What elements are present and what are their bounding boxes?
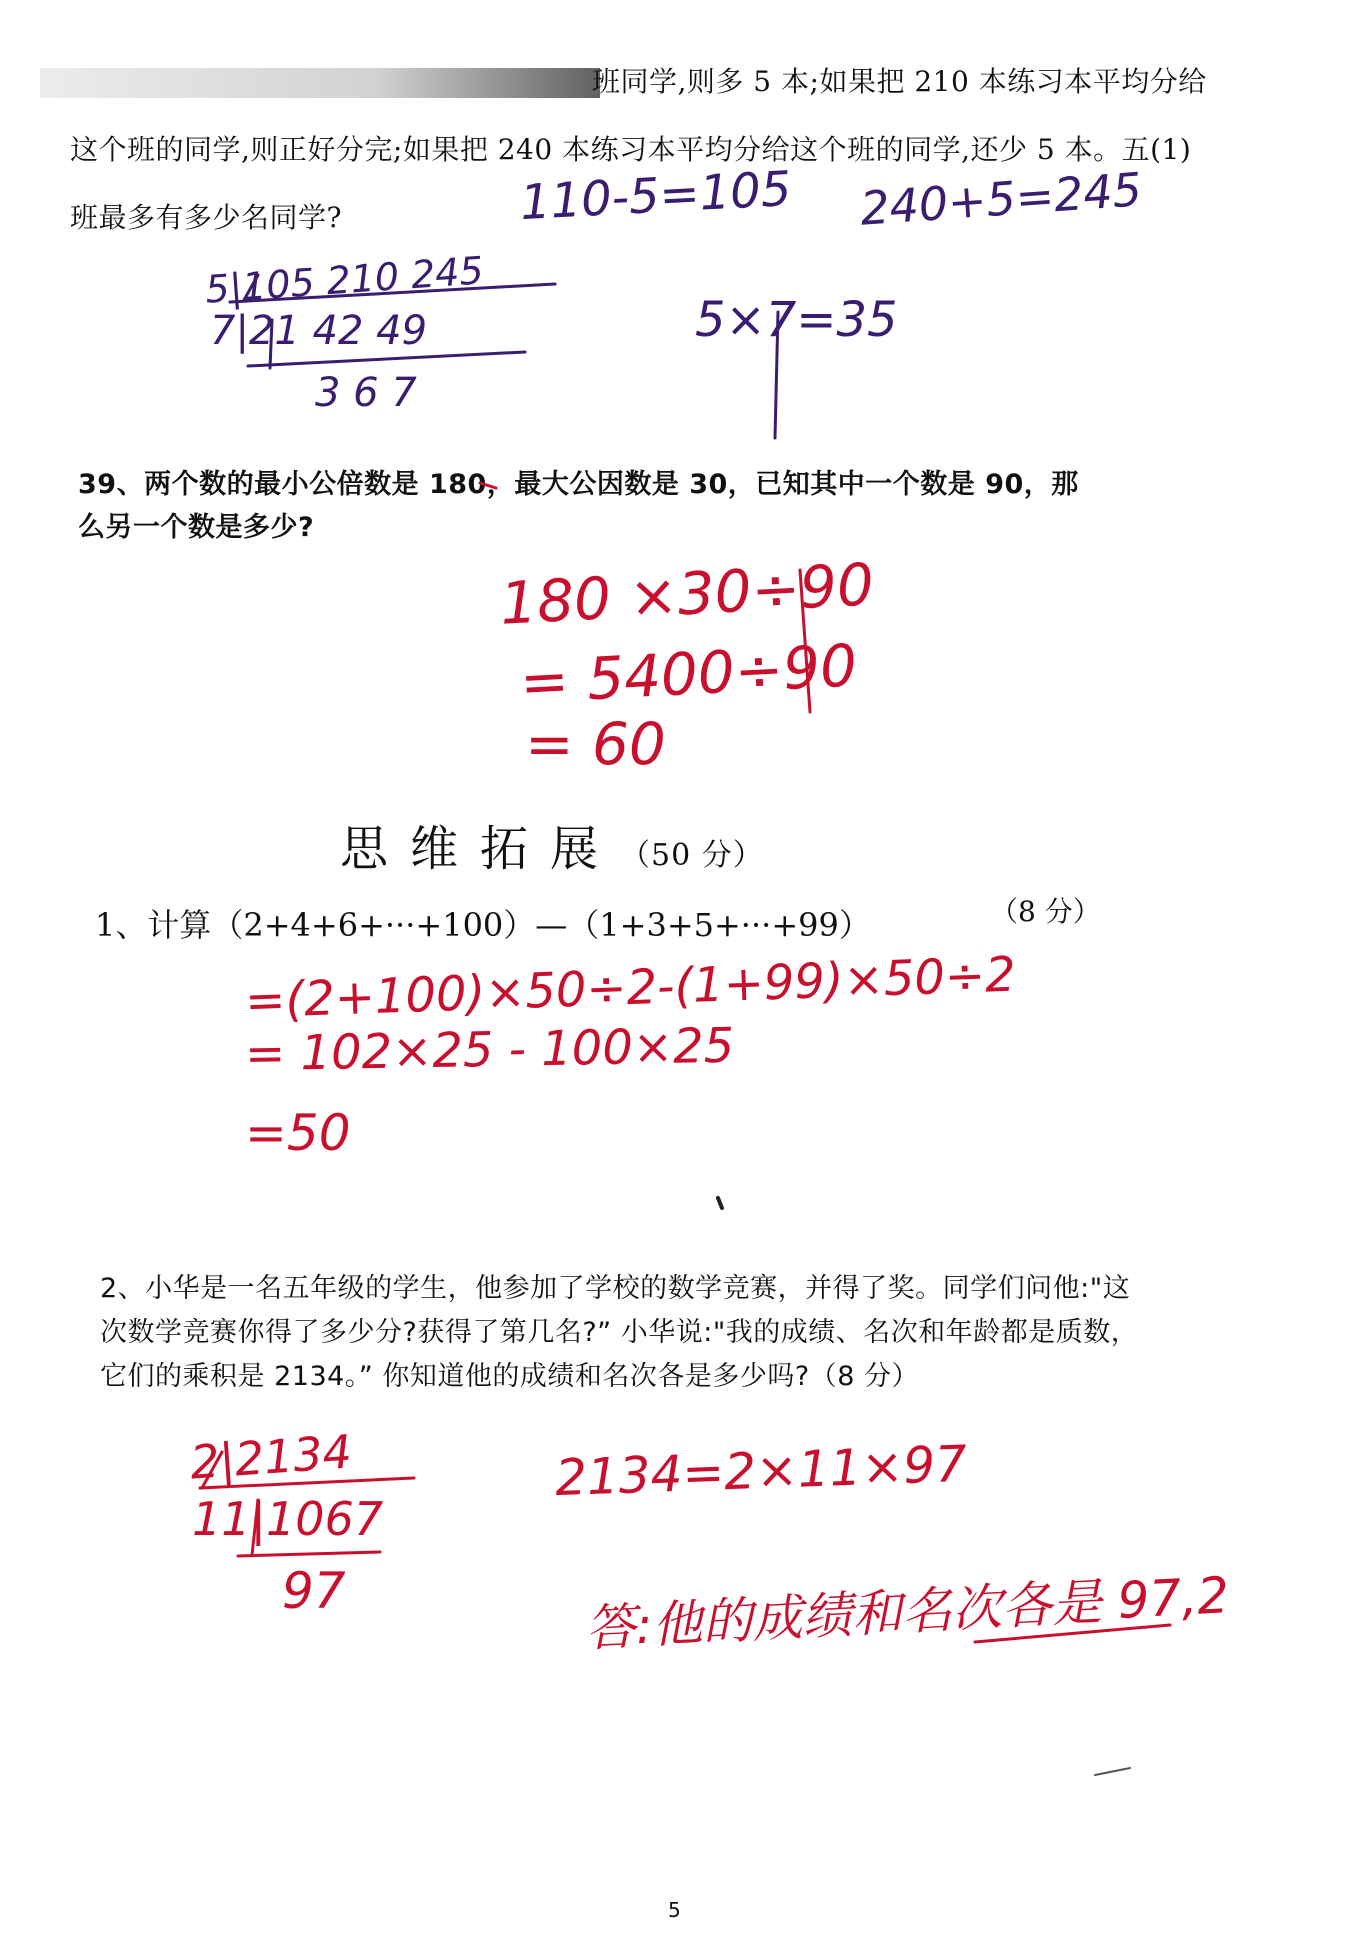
div-38-bracket-1 [230, 284, 555, 302]
problem-38-line-2: 这个班的同学,则正好分完;如果把 240 本练习本平均分给这个班的同学,还少 5 本。五(1) [70, 133, 1192, 166]
div-ext2-vert-2 [252, 1500, 258, 1555]
handwork-38-eq-2: 240+5=245 [858, 162, 1144, 236]
stray-mark-3 [480, 483, 496, 488]
ext-1-points: （8 分） [990, 895, 1101, 928]
handwork-39-line-1: 180 ×30÷90 [498, 550, 876, 638]
div-38-vert-1 [244, 275, 258, 300]
div-ext2-vert-1 [202, 1452, 222, 1488]
div-38-bracket-2 [248, 352, 525, 366]
problem-39-line-1: 39、两个数的最小公倍数是 180，最大公因数是 30，已知其中一个数是 90，那 [78, 469, 1079, 500]
page-number: 5 [668, 1898, 681, 1922]
div-38-vert-2 [270, 320, 272, 368]
div-ext2-bracket-1 [200, 1478, 414, 1488]
stray-mark-2 [718, 1198, 722, 1208]
handwork-38-product: 5×7=35 [695, 292, 898, 348]
handwork-ext-2-div-mid: 11|1067 [192, 1492, 384, 1546]
handwork-ext-2-factor: 2134=2×11×97 [554, 1434, 968, 1508]
handwork-ext-2-div-top: 2|2134 [188, 1424, 354, 1490]
ext-2-line-1: 2、小华是一名五年级的学生，他参加了学校的数学竞赛，并得了奖。同学们问他:"这 [100, 1273, 1131, 1304]
div-38-product-stroke [775, 312, 778, 438]
handwork-39-line-3: = 60 [525, 710, 666, 778]
problem-38-line-1: 班同学,则多 5 本;如果把 210 本练习本平均分给 [592, 65, 1207, 98]
problem-38-line-3: 班最多有多少名同学? [70, 201, 343, 234]
handwork-ext-2-answer: 答:他的成绩和名次各是 97,2 [584, 1566, 1231, 1658]
div-39-stroke [800, 570, 810, 712]
stray-mark-1 [1095, 1768, 1130, 1775]
handwork-38-eq-1: 110-5=105 [518, 160, 793, 232]
handwork-ext-1-line-1: =(2+100)×50÷2-(1+99)×50÷2 [244, 946, 1017, 1030]
handwork-38-div-bot: 3 6 7 [315, 370, 417, 416]
ext-2-line-3: 它们的乘积是 2134。” 你知道他的成绩和名次各是多少吗?（8 分） [100, 1361, 919, 1392]
handwork-ext-1-line-3: =50 [245, 1104, 351, 1162]
ext-1-question: 1、计算（2+4+6+···+100）—（1+3+5+···+99） [95, 906, 871, 944]
ext-2-line-2: 次数学竞赛你得了多少分?获得了第几名?” 小华说:"我的成绩、名次和年龄都是质数， [100, 1317, 1139, 1348]
section-points: （50 分） [620, 838, 764, 873]
handwork-ext-1-line-2: = 102×25 - 100×25 [244, 1017, 735, 1083]
handwork-39-line-2: = 5400÷90 [518, 631, 859, 717]
answer-underline [975, 1625, 1170, 1642]
problem-39-line-2: 么另一个数是多少? [78, 512, 315, 543]
section-title-text: 思维拓展 [340, 821, 621, 877]
handwork-ext-2-div-bot: 97 [282, 1562, 346, 1620]
div-ext2-bracket-2 [238, 1552, 380, 1556]
handwork-38-div-top: 5|105 210 245 [203, 248, 485, 312]
handwork-38-div-mid: 7|21 42 49 [210, 308, 428, 354]
